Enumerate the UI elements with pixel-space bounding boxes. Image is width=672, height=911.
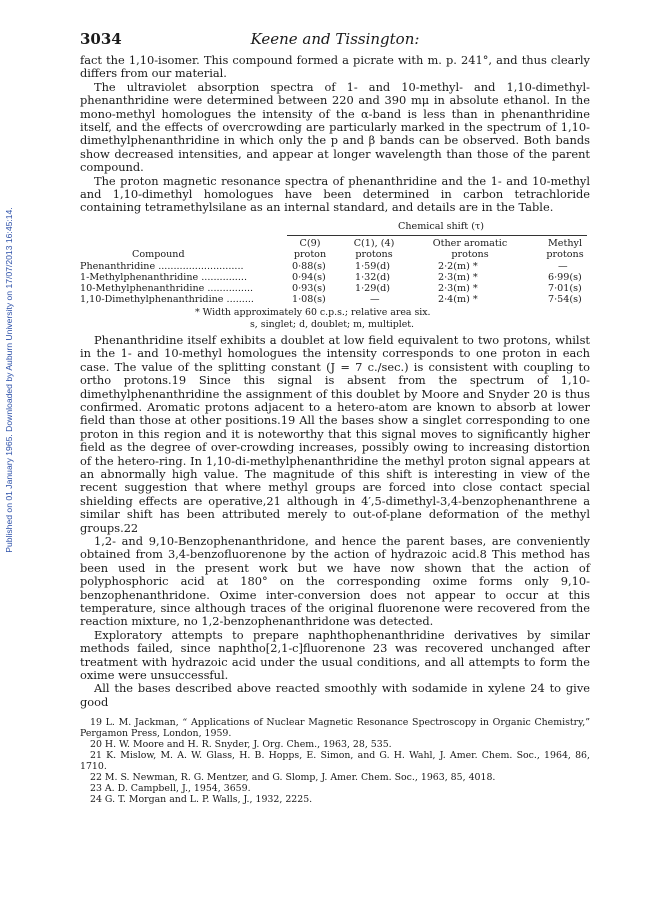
table-group-header: Chemical shift (τ) xyxy=(398,220,484,232)
paragraph: Phenanthridine itself exhibits a doublet at low field equivalent to two protons, whilst in the 1- and 10-methyl homologues the intensity corresponds to one proton in each case. The value of the splitting constant (J = 7 c./sec.) is consistent with coupling to ortho protons.19 Since this signal is absent from the spectrum of 1,10-dimethylphenanthridine the assignment of this doublet by Moore and Snyder 20 is thus confirmed. Aromatic protons adjacent to a hetero-atom are known to absorb at lower field than those at other positions.19 All the bases show a singlet corresponding to one proton in this region and it is noteworthy that this signal moves to significantly higher field as the degree of over-crowding increases, possibly owing to increasing distortion of the hetero-ring. In 1,10-di-methylphenanthridine the methyl proton signal appears at an abnormally high value. The magnitude of this shift is interesting in view of the recent suggestion that where methyl groups are forced into close contact special shielding effects are operative,21 although in 4′,5-dimethyl-3,4-benzophenanthrene a similar shift has been attributed merely to out-of-plane deformation of the methyl groups.22 xyxy=(80,332,590,535)
footnote: 20 H. W. Moore and H. R. Snyder, J. Org. Chem., 1963, 28, 535. xyxy=(90,739,392,751)
footnote: 24 G. T. Morgan and L. P. Walls, J., 1932, 2225. xyxy=(90,794,313,806)
table-cell: 2·3(m) * xyxy=(438,282,478,294)
download-notice-text: Published on 01 January 1965. Downloaded by Auburn University on 17/07/2013 16:45:14. xyxy=(4,207,14,553)
running-head: Keene and Tissington: xyxy=(250,30,420,48)
table-cell: 1·32(d) xyxy=(355,271,390,283)
table-cell: 1·29(d) xyxy=(355,282,390,294)
page-header xyxy=(80,30,590,54)
table-cell: — xyxy=(558,260,568,272)
paragraph: The proton magnetic resonance spectra of phenanthridine and the 1- and 10-methyl and 1,10-dimethyl homologues have been determined in carbon tetrachloride containing tetramethylsilane as an internal standard, and details are in the Table. xyxy=(80,173,590,215)
table-cell: 1,10-Dimethylphenanthridine ......... xyxy=(80,293,254,305)
table-cell: 1·08(s) xyxy=(292,293,326,305)
table-rule xyxy=(287,235,587,236)
table-cell: 10-Methylphenanthridine ............... xyxy=(80,282,254,294)
footnote: 19 L. M. Jackman, “ Applications of Nuclear Magnetic Resonance Spectroscopy in Organic Chemistry,” Pergamon Press, London, 1959. xyxy=(80,717,590,740)
table-cell: 2·2(m) * xyxy=(438,260,478,272)
table-header: Other aromatic protons xyxy=(432,237,508,260)
table-cell: 1·59(d) xyxy=(355,260,390,272)
download-notice xyxy=(2,150,16,610)
paragraph: Exploratory attempts to prepare naphthophenanthridine derivatives by similar methods failed, since naphtho[2,1-c]fluorenone 23 was recovered unchanged after treatment with hydrazoic acid under the usual conditions, and all attempts to form the oxime were unsuccessful. xyxy=(80,627,590,683)
table-cell: 0·93(s) xyxy=(292,282,326,294)
table-cell: 2·4(m) * xyxy=(438,293,478,305)
table-legend: s, singlet; d, doublet; m, multiplet. xyxy=(250,318,415,330)
footnote: 21 K. Mislow, M. A. W. Glass, H. B. Hopps, E. Simon, and G. H. Wahl, J. Amer. Chem. Soc., 1964, 86, 1710. xyxy=(80,750,590,773)
nmr-table xyxy=(80,221,590,331)
paragraph: fact the 1,10-isomer. This compound formed a picrate with m. p. 241°, and thus clearly differs from our material. xyxy=(80,53,590,81)
table-header: C(9) proton xyxy=(293,237,327,260)
table-cell: 0·94(s) xyxy=(292,271,326,283)
table-cell: 7·54(s) xyxy=(548,293,582,305)
page xyxy=(80,30,590,805)
table-cell: 1-Methylphenanthridine ............... xyxy=(80,271,247,283)
footnote: 22 M. S. Newman, R. G. Mentzer, and G. Slomp, J. Amer. Chem. Soc., 1963, 85, 4018. xyxy=(90,772,496,784)
page-number: 3034 xyxy=(80,30,122,48)
paragraph: 1,2- and 9,10-Benzophenanthridone, and hence the parent bases, are conveniently obtained from 3,4-benzofluorenone by the action of hydrazoic acid.8 This method has been used in the present work but we have now shown that the action of polyphosphoric acid at 180° on the corresponding oxime forms only 9,10-benzophenanthridone. Oxime inter-conversion does not appear to occur at this temperature, since although traces of the original fluorenone were recovered from the reaction mixture, no 1,2-benzophenanthridone was detected. xyxy=(80,533,590,629)
table-cell: Phenanthridine ............................ xyxy=(80,260,244,272)
footnote: 23 A. D. Campbell, J., 1954, 3659. xyxy=(90,783,251,795)
table-cell: 7·01(s) xyxy=(548,282,582,294)
footnotes xyxy=(80,717,590,805)
table-header: Methyl protons xyxy=(546,237,584,260)
paragraph: The ultraviolet absorption spectra of 1- and 10-methyl- and 1,10-dimethyl-phenanthridine were determined between 220 and 390 mμ in absolute ethanol. In the mono-methyl homologues the intensity of the α-band is less than in phenanthridine itself, and the effects of overcrowding are particularly marked in the spectrum of 1,10-dimethylphenanthridine in which only the p and β bands can be observed. Both bands show decreased intensities, and appear at longer wavelength than those of the parent compound. xyxy=(80,79,590,175)
table-cell: 0·88(s) xyxy=(292,260,326,272)
table-cell: — xyxy=(370,293,380,305)
table-cell: 6·99(s) xyxy=(548,271,582,283)
table-footnote: * Width approximately 60 c.p.s.; relative area six. xyxy=(195,306,431,318)
table-header: C(1), (4) protons xyxy=(353,237,395,260)
table-header: Compound xyxy=(132,248,185,260)
table-cell: 2·3(m) * xyxy=(438,271,478,283)
paragraph: All the bases described above reacted smoothly with sodamide in xylene 24 to give good xyxy=(80,681,590,709)
